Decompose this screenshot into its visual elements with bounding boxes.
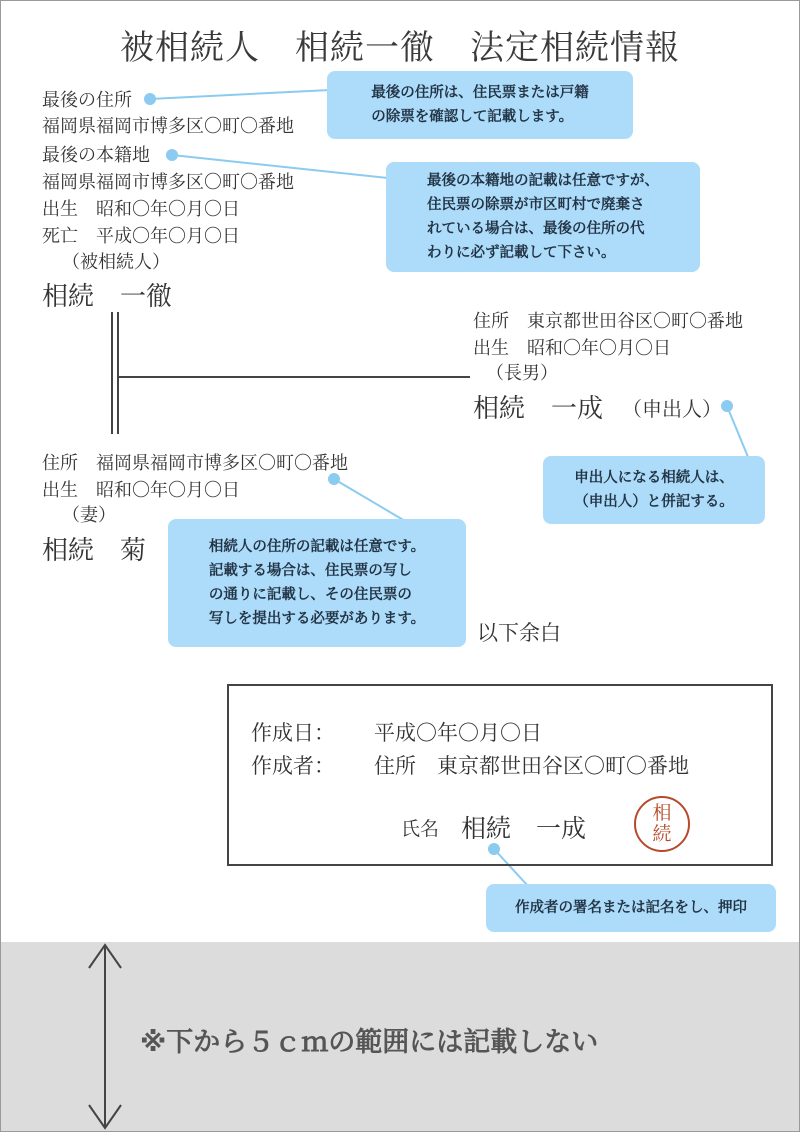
deceased-death: 死亡 平成〇年〇月〇日 — [42, 226, 240, 247]
creation-author-address: 住所 東京都世田谷区〇町〇番地 — [374, 754, 689, 778]
son-birth: 出生 昭和〇年〇月〇日 — [473, 338, 671, 359]
leader-1 — [150, 90, 330, 99]
note-heir-address: 相続人の住所の記載は任意です。 記載する場合は、住民票の写し の通りに記載し、その住民票の 写しを提出する必要があります。 — [168, 519, 466, 647]
applicant-tag: （申出人） — [622, 397, 722, 421]
leader-3 — [727, 406, 748, 457]
note-last-domicile: 最後の本籍地の記載は任意ですが、 住民票の除票が市区町村で廃棄さ れている場合は、最後の住所の代 わりに必ず記載して下さい。 — [386, 162, 700, 272]
leader-1-dot — [145, 94, 155, 104]
son-name: 相続 一成 — [473, 394, 604, 424]
seal-char-1: 相 — [652, 802, 672, 824]
seal-stamp — [634, 796, 690, 852]
creation-date-value: 平成〇年〇月〇日 — [374, 721, 542, 745]
leader-4 — [334, 479, 405, 521]
deceased-birth: 出生 昭和〇年〇月〇日 — [42, 199, 240, 220]
wife-birth: 出生 昭和〇年〇月〇日 — [42, 480, 240, 501]
note-last-address: 最後の住所は、住民票または戸籍 の除票を確認して記載します。 — [327, 71, 633, 139]
son-address: 住所 東京都世田谷区〇町〇番地 — [473, 311, 743, 332]
signature-label: 氏名 — [401, 818, 440, 840]
last-address-label: 最後の住所 — [42, 90, 132, 111]
signature-name: 相続 一成 — [461, 814, 587, 843]
creation-author-label: 作成者： — [251, 754, 335, 778]
page-title: 被相続人 相続一徹 法定相続情報 — [120, 28, 680, 68]
leader-2-dot — [167, 150, 177, 160]
last-domicile-label: 最後の本籍地 — [42, 145, 150, 166]
deceased-name: 相続 一徹 — [42, 282, 173, 312]
note-signature: 作成者の署名または記名をし、押印 — [486, 884, 776, 932]
wife-address: 住所 福岡県福岡市博多区〇町〇番地 — [42, 453, 348, 474]
leader-3-dot — [722, 401, 732, 411]
last-address: 福岡県福岡市博多区〇町〇番地 — [42, 116, 294, 137]
blank-below: 以下余白 — [477, 621, 561, 645]
seal-char-2: 続 — [652, 823, 672, 845]
creation-date-label: 作成日： — [251, 721, 335, 745]
last-domicile: 福岡県福岡市博多区〇町〇番地 — [42, 172, 294, 193]
wife-name: 相続 菊 — [42, 536, 147, 566]
footer-note: ※下から５ｃｍの範囲には記載しない — [140, 1027, 599, 1058]
son-role: （長男） — [486, 363, 558, 384]
deceased-role: （被相続人） — [62, 252, 170, 273]
wife-role: （妻） — [62, 505, 116, 526]
note-applicant: 申出人になる相続人は、 （申出人）と併記する。 — [543, 456, 765, 524]
